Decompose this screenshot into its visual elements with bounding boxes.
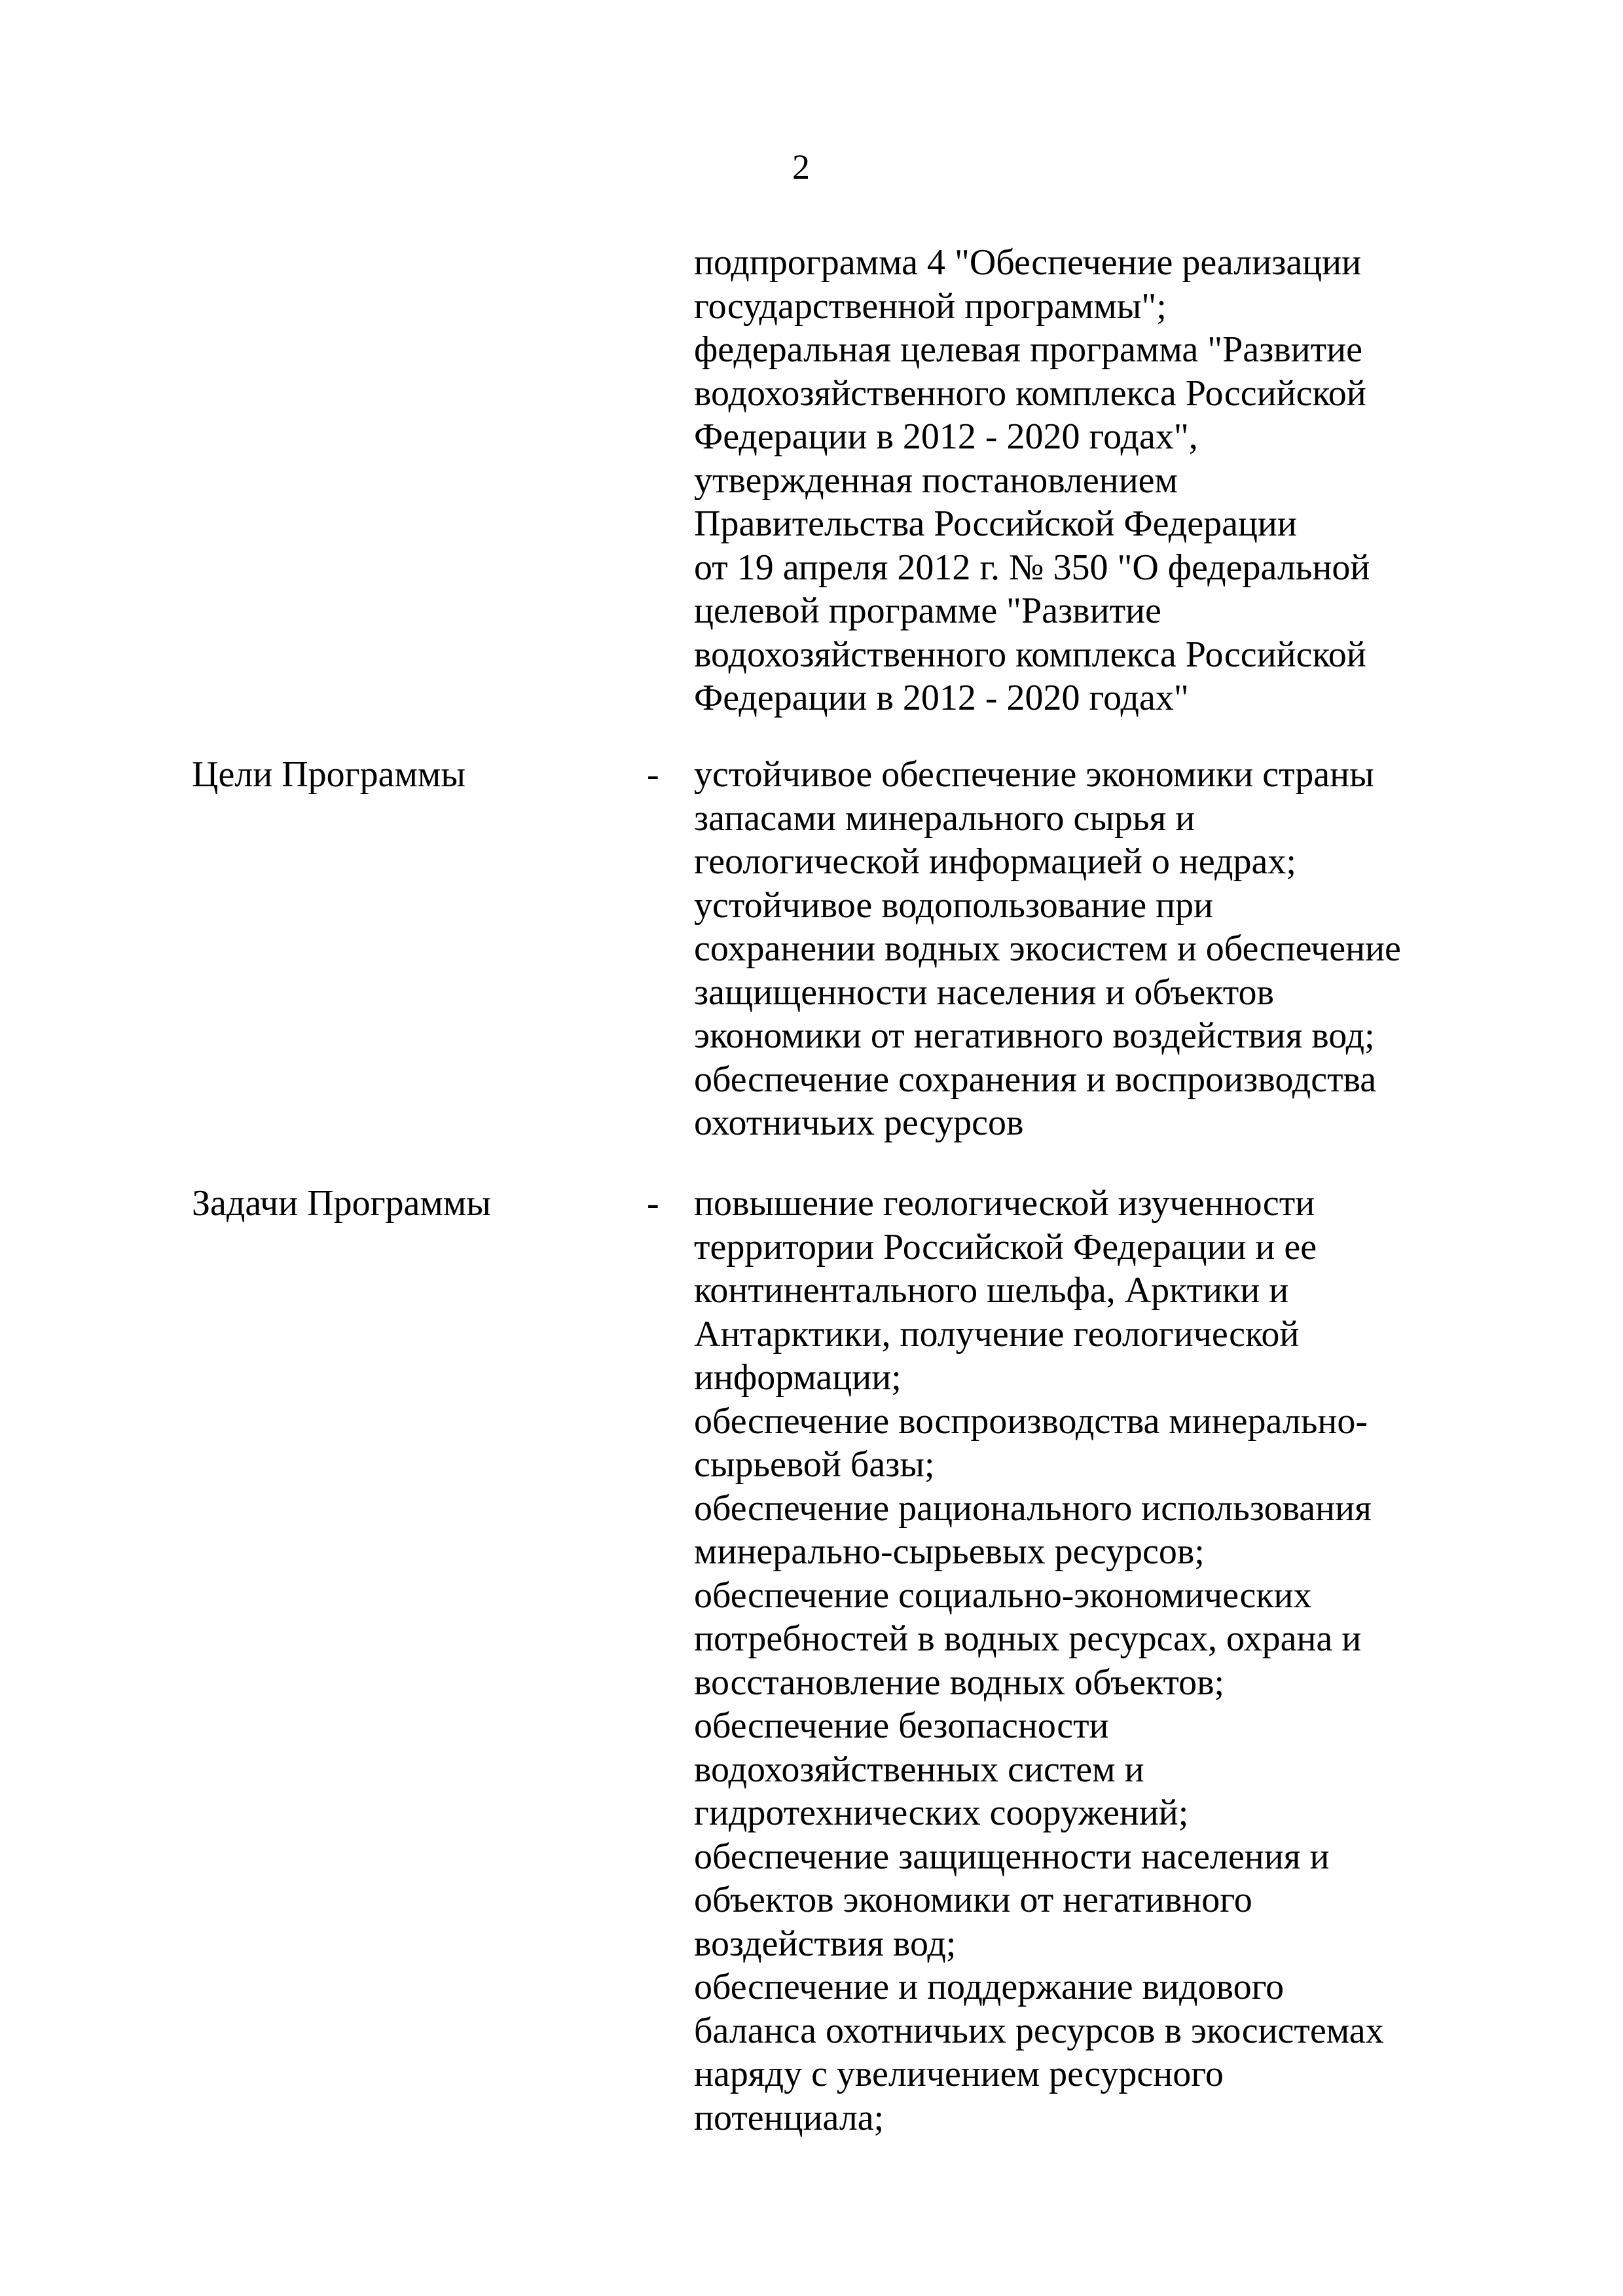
intro-line: подпрограмма 4 "Обеспечение реализации [694,242,1362,283]
section-line: сохранении водных экосистем и обеспечение [694,928,1401,969]
page-number: 2 [792,147,810,187]
section-line: охотничьих ресурсов [694,1102,1024,1143]
section-line: повышение геологической изученности [694,1183,1315,1224]
section-dash: - [647,1183,659,1224]
section-line: водохозяйственных систем и [694,1749,1144,1790]
intro-line: утвержденная постановлением [694,460,1178,501]
section-line: обеспечение безопасности [694,1705,1109,1746]
intro-line: Правительства Российской Федерации [694,503,1297,544]
section-line: восстановление водных объектов; [694,1662,1225,1703]
intro-line: Федерации в 2012 - 2020 годах" [694,678,1189,718]
section-line: минерально-сырьевых ресурсов; [694,1531,1205,1572]
section-line: наряду с увеличением ресурсного [694,2054,1224,2094]
section-line: сырьевой базы; [694,1444,935,1485]
section-label: Цели Программы [192,754,465,795]
section-line: территории Российской Федерации и ее [694,1226,1317,1267]
section-line: обеспечение и поддержание видового [694,1967,1285,2007]
section-line: устойчивое обеспечение экономики страны [694,754,1374,795]
section-line: Антарктики, получение геологической [694,1313,1300,1355]
section-line: гидротехнических сооружений; [694,1793,1189,1833]
intro-line: целевой программе "Развитие [694,591,1161,631]
intro-line: от 19 апреля 2012 г. № 350 "О федеральной [694,547,1370,588]
intro-line: водохозяйственного комплекса Российской [694,373,1366,414]
section-line: объектов экономики от негативного [694,1880,1252,1920]
section-line: потребностей в водных ресурсах, охрана и [694,1618,1362,1659]
section-line: континентального шельфа, Арктики и [694,1270,1289,1311]
section-line: потенциала; [694,2097,884,2138]
intro-line: водохозяйственного комплекса Российской [694,634,1366,675]
section-line: обеспечение защищенности населения и [694,1836,1330,1877]
intro-line: Федерации в 2012 - 2020 годах", [694,416,1198,457]
section-line: обеспечение сохранения и воспроизводства [694,1059,1377,1100]
section-line: обеспечение социально-экономических [694,1575,1312,1616]
section-line: защищенности населения и объектов [694,972,1274,1013]
section-line: обеспечение воспроизводства минерально- [694,1400,1368,1442]
section-line: воздействия вод; [694,1923,957,1964]
intro-line: государственной программы"; [694,285,1167,327]
section-line: устойчивое водопользование при [694,884,1214,926]
section-line: геологической информацией о недрах; [694,841,1296,882]
section-line: баланса охотничьих ресурсов в экосистемах [694,2010,1384,2051]
section-line: запасами минерального сырья и [694,797,1195,839]
section-line: обеспечение рационального использования [694,1487,1372,1529]
section-line: экономики от негативного воздействия вод; [694,1015,1375,1056]
section-line: информации; [694,1357,902,1398]
intro-line: федеральная целевая программа "Развитие [694,329,1362,370]
section-dash: - [647,754,659,795]
section-label: Задачи Программы [192,1183,491,1224]
